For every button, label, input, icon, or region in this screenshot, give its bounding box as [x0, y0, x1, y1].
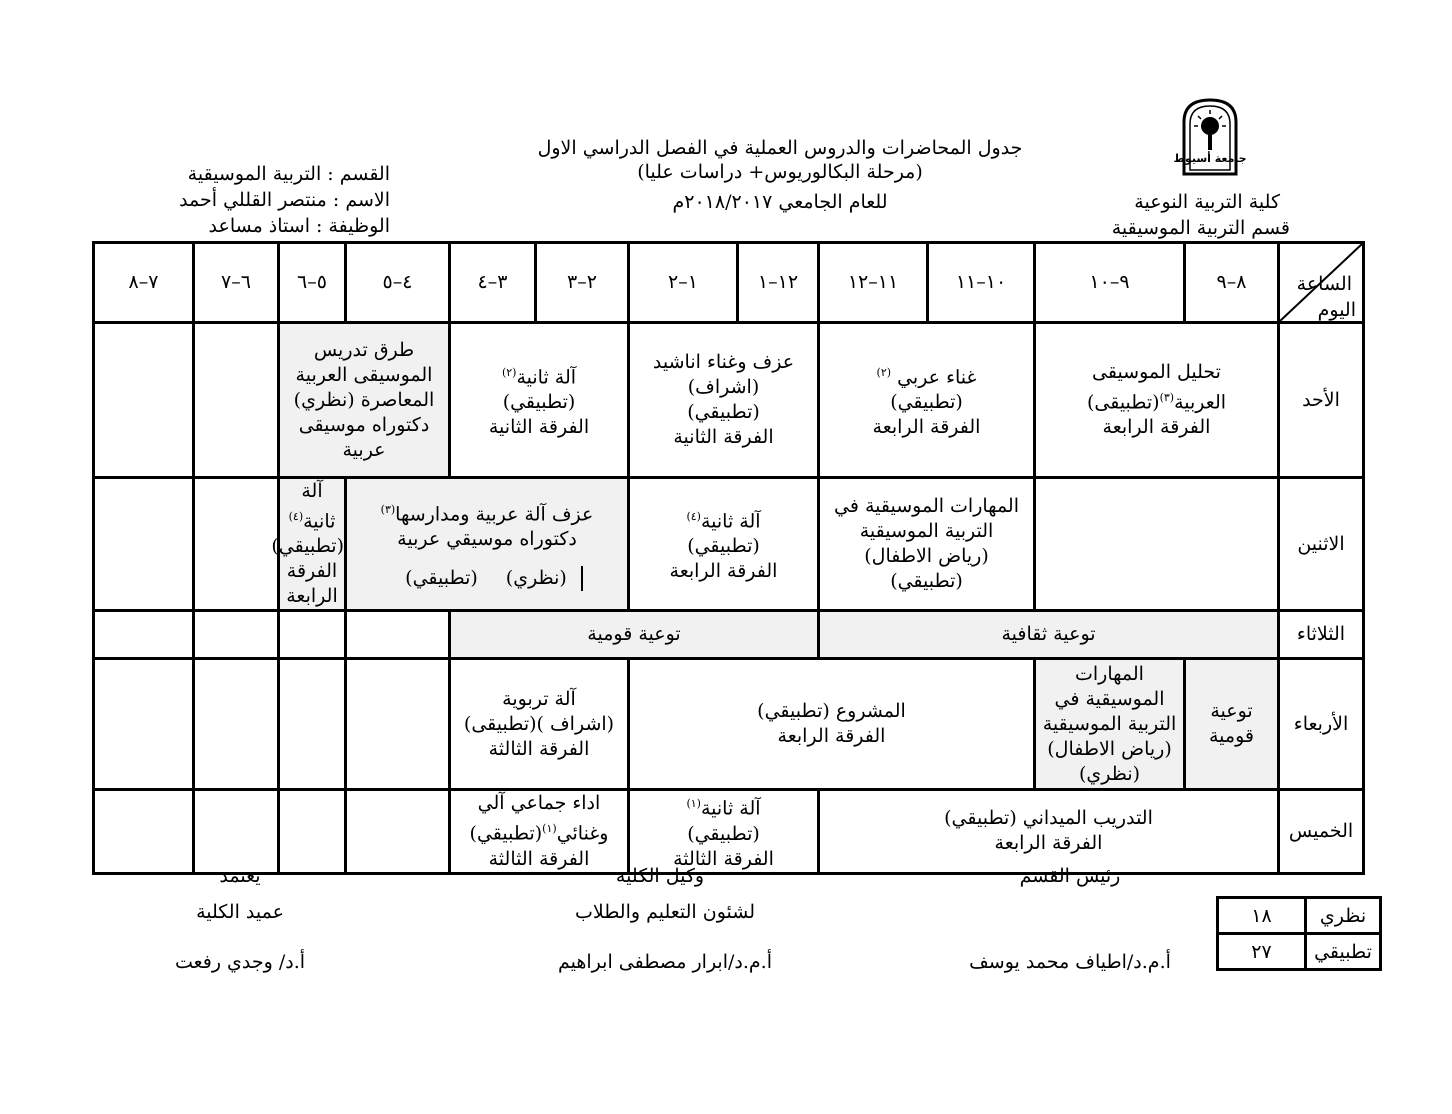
empty-cell	[346, 611, 450, 659]
day-row-thursday	[94, 790, 1364, 873]
day-row-wednesday	[94, 659, 1364, 790]
theory-value: ١٨	[1218, 898, 1306, 934]
class-cell: التدريب الميداني (تطبيقي) الفرقة الرابعة	[819, 790, 1279, 873]
empty-cell	[94, 790, 194, 873]
theory-label: نظري	[1306, 898, 1381, 934]
class-cell: آلة ثانية$^{(٢)}$ (تطبيقي) الفرقة الثانية	[450, 323, 629, 478]
empty-cell	[346, 790, 450, 873]
day-label: الأحد	[1279, 323, 1364, 478]
class-cell: آلة ثانية$^{(٤)}$ (تطبيقي) الفرقة الرابعة	[629, 478, 819, 611]
day-row-sunday	[94, 323, 1364, 478]
empty-cell	[194, 478, 279, 611]
day-row-tuesday	[94, 611, 1364, 659]
schedule-table	[92, 241, 1365, 875]
time-slot: ٤–٥	[346, 243, 450, 323]
class-cell: عزف آلة عربية ومدارسها$^{(٣)}$ دكتوراه موسيقي عربية (نظري) (تطبيقي)	[346, 478, 629, 611]
time-slot: ٩–١٠	[1035, 243, 1185, 323]
department-name: قسم التربية الموسيقية	[1111, 217, 1290, 239]
time-slot: ١١–١٢	[819, 243, 928, 323]
schedule-title: جدول المحاضرات والدروس العملية في الفصل الدراسي الاول	[537, 137, 1023, 159]
vice-dean-subtitle: لشئون التعليم والطلاب	[574, 901, 755, 923]
class-cell: توعية قومية	[450, 611, 819, 659]
empty-cell	[1035, 478, 1279, 611]
empty-cell	[279, 790, 346, 873]
job-label: الوظيفة : استاذ مساعد	[208, 215, 390, 237]
class-cell: اداء جماعي آلي وغنائي$^{(١)}$(تطبيقي) الفرقة الثالثة	[450, 790, 629, 873]
day-row-monday	[94, 478, 1364, 611]
approve-label: يعتمد	[219, 865, 261, 887]
schedule-subtitle: (مرحلة البكالوريوس+ دراسات عليا)	[637, 161, 923, 183]
time-slot: ٥–٦	[279, 243, 346, 323]
practical-label: تطبيقي	[1306, 934, 1381, 970]
dean-name: أ.د/ وجدي رفعت	[174, 951, 306, 973]
name-label: الاسم : منتصر القللي أحمد	[179, 189, 390, 211]
corner-hour-label: الساعة	[1296, 273, 1352, 295]
empty-cell	[194, 611, 279, 659]
class-cell: طرق تدريس الموسيقى العربية المعاصرة (نظري) دكتوراه موسيقى عربية	[279, 323, 450, 478]
day-label: الاثنين	[1279, 478, 1364, 611]
class-cell: آلة ثانية$^{(١)}$ (تطبيقي) الفرقة الثالثة	[629, 790, 819, 873]
class-cell: توعية قومية	[1185, 659, 1279, 790]
dean-title: عميد الكلية	[196, 901, 284, 923]
empty-cell	[194, 323, 279, 478]
time-slot: ١–٢	[629, 243, 738, 323]
empty-cell	[194, 659, 279, 790]
time-slot: ١٠–١١	[928, 243, 1035, 323]
time-slot: ٧–٨	[94, 243, 194, 323]
dept-label: القسم : التربية الموسيقية	[187, 163, 390, 185]
time-slot: ١٢–١	[738, 243, 819, 323]
class-cell: المهارات الموسيقية في التربية الموسيقية (رياض الاطفال) (تطبيقي)	[819, 478, 1035, 611]
corner-cell	[1279, 243, 1364, 323]
empty-cell	[94, 611, 194, 659]
day-label: الأربعاء	[1279, 659, 1364, 790]
college-name: كلية التربية النوعية	[1134, 191, 1280, 213]
empty-cell	[194, 790, 279, 873]
class-cell: تحليل الموسيقى العربية$^{(٣)}$(تطبيقى) الفرقة الرابعة	[1035, 323, 1279, 478]
corner-day-label: اليوم	[1317, 299, 1356, 321]
academic-year: للعام الجامعي ٢٠١٨/٢٠١٧م	[672, 191, 888, 213]
time-header-row	[94, 243, 1364, 323]
class-cell: المشروع (تطبيقي) الفرقة الرابعة	[629, 659, 1035, 790]
head-name: أ.م.د/اطياف محمد يوسف	[969, 951, 1171, 973]
university-logo	[1173, 96, 1247, 176]
empty-cell	[94, 323, 194, 478]
empty-cell	[279, 659, 346, 790]
empty-cell	[94, 478, 194, 611]
vice-dean-title: وكيل الكلية	[615, 865, 705, 887]
class-cell: المهارات الموسيقية في التربية الموسيقية (رياض الاطفال) (نظري)	[1035, 659, 1185, 790]
empty-cell	[346, 659, 450, 790]
time-slot: ٨–٩	[1185, 243, 1279, 323]
empty-cell	[94, 659, 194, 790]
day-label: الخميس	[1279, 790, 1364, 873]
vice-dean-name: أ.م.د/ابرار مصطفى ابراهيم	[558, 951, 772, 973]
class-cell: عزف وغناء اناشيد (اشراف) (تطبيقي) الفرقة الثانية	[629, 323, 819, 478]
class-cell: آلة ثانية$^{(٤)}$ (تطبيقي) الفرقة الرابعة	[279, 478, 346, 611]
practical-value: ٢٧	[1218, 934, 1306, 970]
hours-summary	[1216, 896, 1382, 971]
empty-cell	[279, 611, 346, 659]
time-slot: ٣–٤	[450, 243, 536, 323]
time-slot: ٦–٧	[194, 243, 279, 323]
class-cell: توعية ثقافية	[819, 611, 1279, 659]
head-title: رئيس القسم	[1019, 865, 1121, 887]
class-cell: غناء عربي $^{(٢)}$ (تطبيقي) الفرقة الرابعة	[819, 323, 1035, 478]
class-cell: آلة تربوية (اشراف )(تطبيقى) الفرقة الثالثة	[450, 659, 629, 790]
time-slot: ٢–٣	[536, 243, 629, 323]
logo-text: جامعة أسيوط	[1173, 152, 1247, 165]
day-label: الثلاثاء	[1279, 611, 1364, 659]
